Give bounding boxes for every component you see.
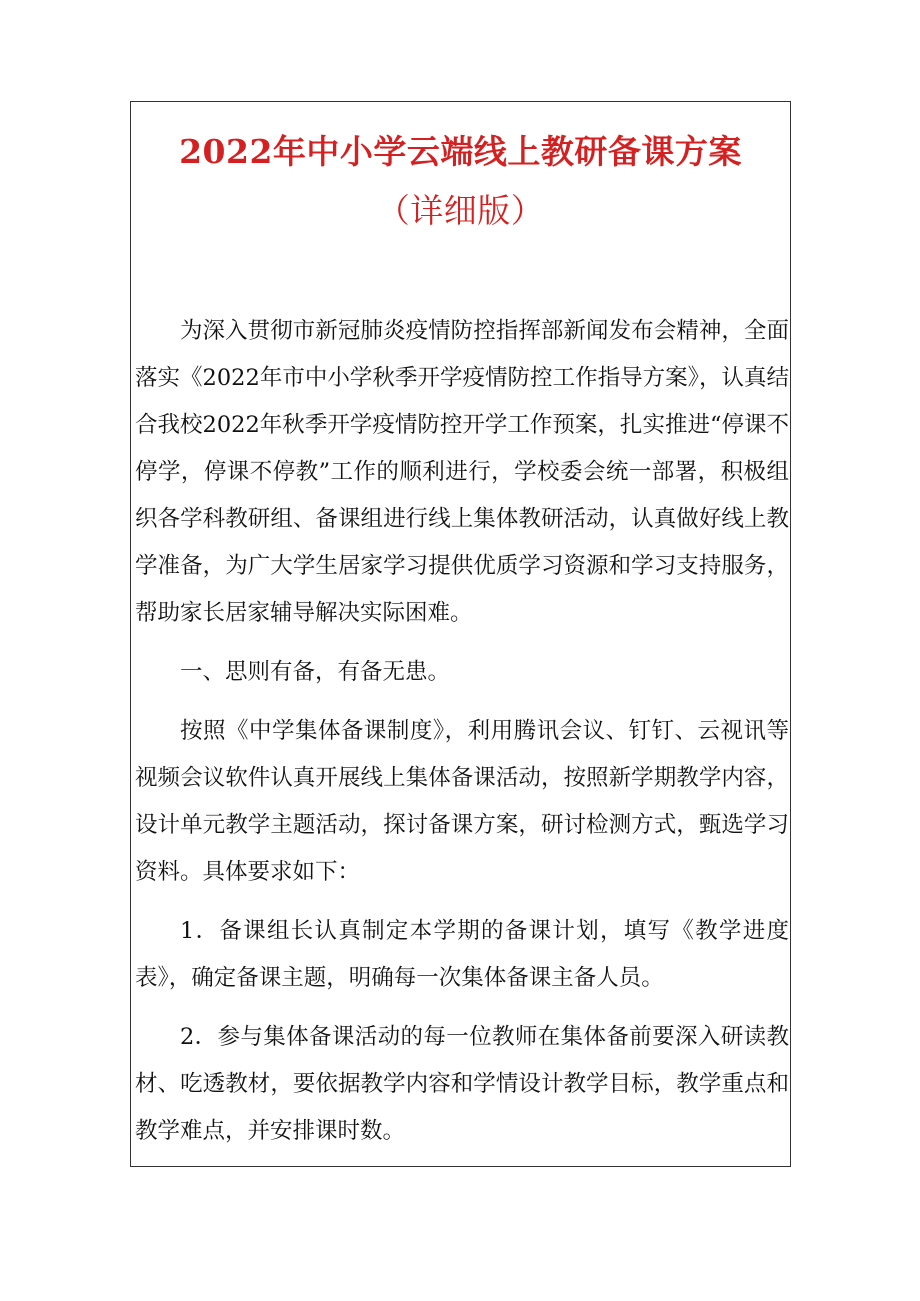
list-item-1: 1．备课组长认真制定本学期的备课计划，填写《教学进度表》，确定备课主题，明确每一次集体备课主备人员。 (135, 918, 789, 991)
document-title: 2022年中小学云端线上教研备课方案 (179, 132, 742, 171)
document-subtitle: （详细版） (376, 191, 545, 230)
list-item-2: 2．参与集体备课活动的每一位教师在集体备前要深入研读教材、吃透教材，要依据教学内容和学情设计教学目标，教学重点和教学难点，并安排课时数。 (135, 1024, 789, 1144)
section-1-paragraph: 按照《中学集体备课制度》，利用腾讯会议、钉钉、云视讯等视频会议软件认真开展线上集体备课活动，按照新学期教学内容，设计单元教学主题活动，探讨备课方案，研讨检测方式，甄选学习资料。具体要求如下： (135, 718, 789, 885)
section-heading-1: 一、思则有备，有备无患。 (180, 659, 451, 685)
document-body (135, 308, 789, 1155)
document-frame (130, 101, 791, 1167)
intro-paragraph: 为深入贯彻市新冠肺炎疫情防控指挥部新闻发布会精神，全面落实《2022年市中小学秋季开学疫情防控工作指导方案》，认真结合我校2022年秋季开学疫情防控开学工作预案，扎实推进“停课不停学，停课不停教”工作的顺利进行，学校委会统一部署，积极组织各学科教研组、备课组进行线上集体教研活动，认真做好线上教学准备，为广大学生居家学习提供优质学习资源和学习支持服务，帮助家长居家辅导解决实际困难。 (135, 318, 789, 626)
